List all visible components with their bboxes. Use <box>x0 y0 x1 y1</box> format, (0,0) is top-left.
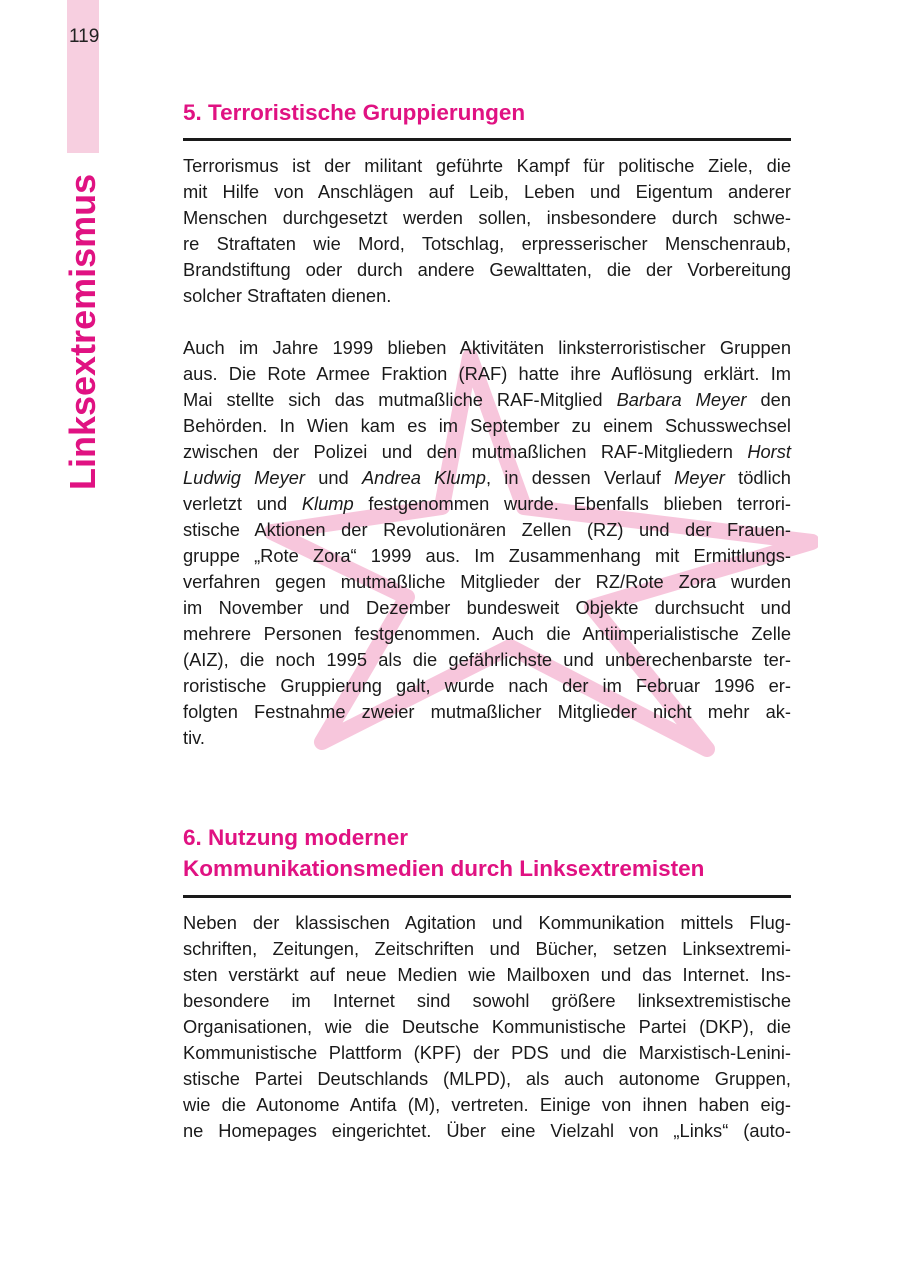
person-name: Meyer <box>674 467 725 488</box>
text-line: re Straftaten wie Mord, Totschlag, erpresserischer Menschenraub, <box>183 233 791 254</box>
text-line: Auch im Jahre 1999 blieben Aktivitäten linksterroristischer Gruppen <box>183 337 791 358</box>
section-5-paragraph-1 <box>183 153 791 309</box>
section-6-heading-line-2: Kommunikationsmedien durch Linksextremisten <box>183 856 705 881</box>
text-line: Menschen durchgesetzt werden sollen, insbesondere durch schwe- <box>183 207 791 228</box>
text-line: Kommunistische Plattform (KPF) der PDS und die Marxistisch-Lenini- <box>183 1042 791 1063</box>
text-line: (AIZ), die noch 1995 als die gefährlichste und unberechenbarste ter- <box>183 649 791 670</box>
text-line: stische Partei Deutschlands (MLPD), als auch autonome Gruppen, <box>183 1068 791 1089</box>
text-line: mit Hilfe von Anschlägen auf Leib, Leben und Eigentum anderer <box>183 181 791 202</box>
text-line: im November und Dezember bundesweit Objekte durchsucht und <box>183 597 791 618</box>
section-5-heading: 5. Terroristische Gruppierungen <box>183 100 526 125</box>
text-line: Brandstiftung oder durch andere Gewalttaten, die der Vorbereitung <box>183 259 791 280</box>
text-line: gruppe „Rote Zora“ 1999 aus. Im Zusammenhang mit Ermittlungs- <box>183 545 791 566</box>
person-name: Barbara Meyer <box>616 389 747 410</box>
text-line: tiv. <box>183 727 206 748</box>
side-section-title: Linksextremismus <box>62 173 103 490</box>
text-line: sten verstärkt auf neue Medien wie Mailboxen und das Internet. Ins- <box>183 964 791 985</box>
text-line: solcher Straftaten dienen. <box>183 285 392 306</box>
section-6-paragraph-1 <box>183 910 791 1144</box>
text-line: zwischen der Polizei und den mutmaßlichen RAF-Mitgliedern Horst <box>183 441 791 462</box>
section-5-paragraph-2 <box>183 335 791 751</box>
text-line: stische Aktionen der Revolutionären Zellen (RZ) und der Frauen- <box>183 519 791 540</box>
text-line: ne Homepages eingerichtet. Über eine Vielzahl von „Links“ (auto- <box>183 1120 791 1141</box>
text-line: Neben der klassischen Agitation und Kommunikation mittels Flug- <box>183 912 791 933</box>
text-line: mehrere Personen festgenommen. Auch die Antiimperialistische Zelle <box>183 623 791 644</box>
person-name: Klump <box>301 493 354 514</box>
text-line: verletzt und Klump festgenommen wurde. Ebenfalls blieben terrori- <box>183 493 791 514</box>
text-line: aus. Die Rote Armee Fraktion (RAF) hatte ihre Auflösung erklärt. Im <box>183 363 791 384</box>
page-number: 119 <box>69 26 100 47</box>
section-6-rule <box>183 895 791 898</box>
text-line: Terrorismus ist der militant geführte Kampf für politische Ziele, die <box>183 155 791 176</box>
text-line: Mai stellte sich das mutmaßliche RAF-Mitglied Barbara Meyer den <box>183 389 791 410</box>
section-6-heading-line-1: 6. Nutzung moderner <box>183 825 409 850</box>
text-line: roristische Gruppierung galt, wurde nach der im Februar 1996 er- <box>183 675 791 696</box>
text-line: schriften, Zeitungen, Zeitschriften und Bücher, setzen Linksextremi- <box>183 938 791 959</box>
text-line: folgten Festnahme zweier mutmaßlicher Mitglieder nicht mehr ak- <box>183 701 791 722</box>
text-line: Organisationen, wie die Deutsche Kommunistische Partei (DKP), die <box>183 1016 791 1037</box>
section-5-rule <box>183 138 791 141</box>
text-line: verfahren gegen mutmaßliche Mitglieder der RZ/Rote Zora wurden <box>183 571 791 592</box>
person-name: Horst <box>747 441 791 462</box>
text-line: wie die Autonome Antifa (M), vertreten. Einige von ihnen haben eig- <box>183 1094 791 1115</box>
person-name: Andrea Klump <box>361 467 486 488</box>
text-line: Ludwig Meyer und Andrea Klump, in dessen Verlauf Meyer tödlich <box>183 467 791 488</box>
text-line: Behörden. In Wien kam es im September zu einem Schusswechsel <box>183 415 791 436</box>
text-line: besondere im Internet sind sowohl größere linksextremistische <box>183 990 791 1011</box>
person-name: Ludwig Meyer <box>183 467 305 488</box>
side-color-bar <box>67 0 99 153</box>
